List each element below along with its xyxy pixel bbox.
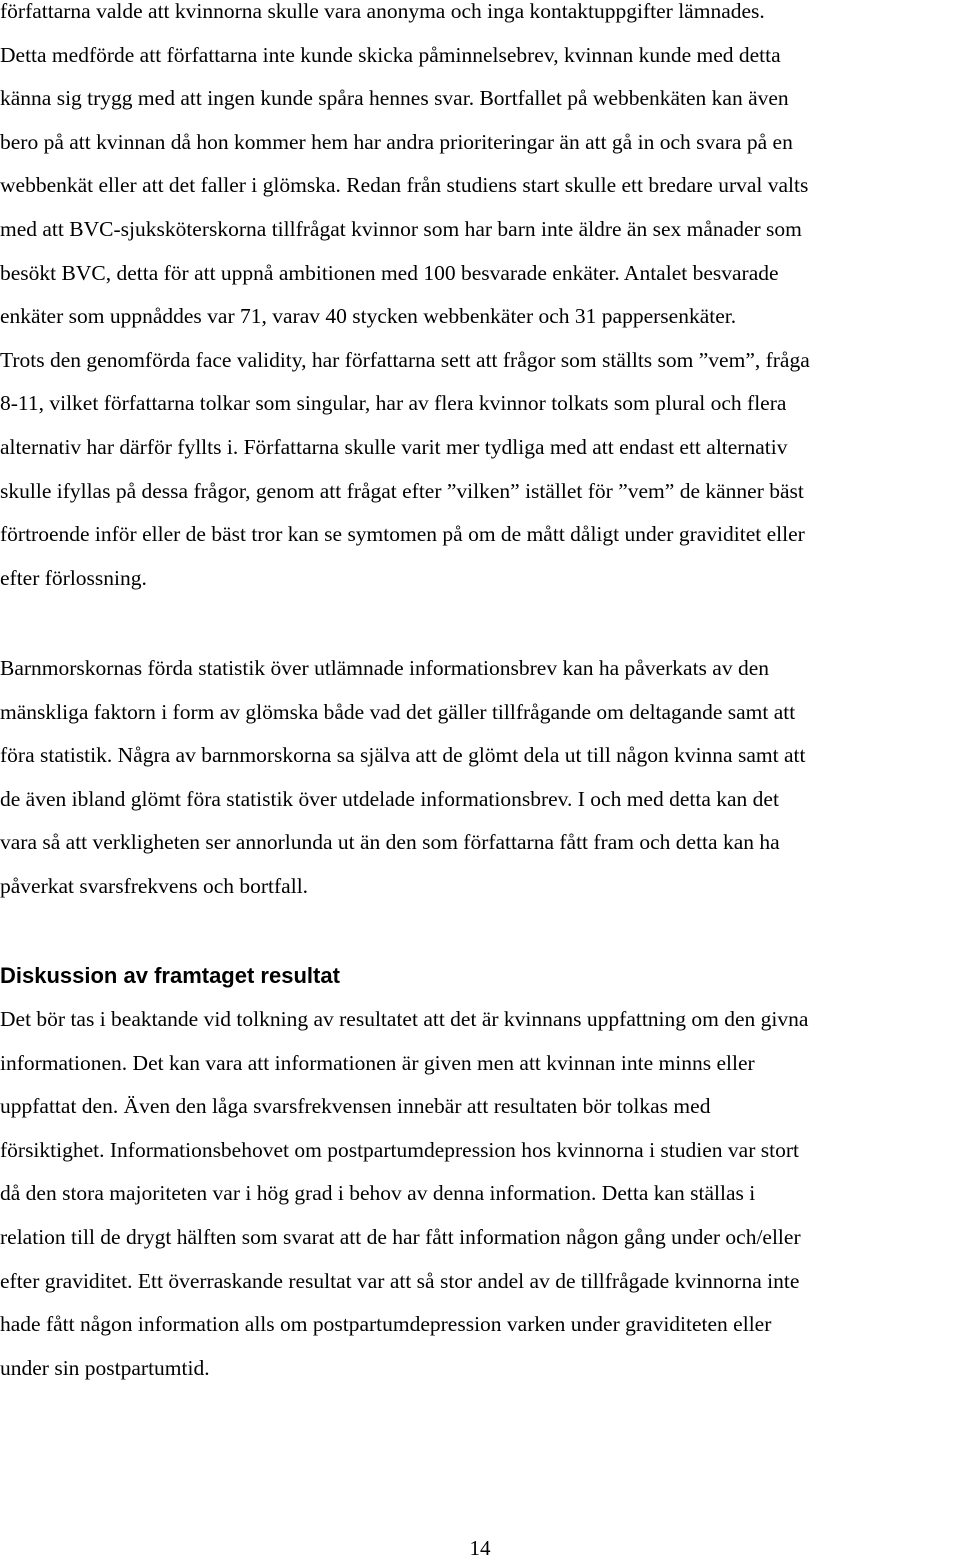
text-line: skulle ifyllas på dessa frågor, genom att frågat efter ”vilken” istället för ”vem” de känner bäst <box>0 478 804 503</box>
text-line: de även ibland glömt föra statistik över utdelade informationsbrev. I och med detta kan det <box>0 786 779 811</box>
text-line: författarna valde att kvinnorna skulle vara anonyma och inga kontaktuppgifter lämnades. <box>0 0 765 23</box>
text-line: informationen. Det kan vara att informationen är given men att kvinnan inte minns eller <box>0 1050 755 1075</box>
text-line: påverkat svarsfrekvens och bortfall. <box>0 873 309 898</box>
text-line: hade fått någon information alls om postpartumdepression varken under graviditeten eller <box>0 1312 772 1337</box>
text-line: efter förlossning. <box>0 565 147 590</box>
text-line: Det bör tas i beaktande vid tolkning av resultatet att det är kvinnans uppfattning om den givna <box>0 1007 809 1031</box>
text-line: enkäter som uppnåddes var 71, varav 40 stycken webbenkäter och 31 pappersenkäter. <box>0 304 737 329</box>
text-line: bero på att kvinnan då hon kommer hem har andra prioriteringar än att gå in och svara på en <box>0 129 793 154</box>
text-line: förtroende inför eller de bäst tror kan se symtomen på om de mått dåligt under graviditet eller <box>0 522 805 547</box>
section-heading: Diskussion av framtaget resultat <box>0 963 340 988</box>
paragraph-bortfall <box>0 0 960 600</box>
text-line: under sin postpartumtid. <box>0 1355 210 1380</box>
text-line: efter graviditet. Ett överraskande resultat var att så stor andel av de tillfrågade kvinnorna inte <box>0 1268 800 1293</box>
text-line: vara så att verkligheten ser annorlunda ut än den som författarna fått fram och detta kan ha <box>0 830 780 855</box>
text-line: relation till de drygt hälften som svarat att de har fått information någon gång under och/eller <box>0 1224 801 1249</box>
text-line: föra statistik. Några av barnmorskorna sa själva att de glömt dela ut till någon kvinna samt att <box>0 743 806 768</box>
text-line: mänskliga faktorn i form av glömska både vad det gäller tillfrågande om deltagande samt att <box>0 699 796 724</box>
text-line: Trots den genomförda face validity, har författarna sett att frågor som ställts som ”vem”, fråga <box>0 347 810 372</box>
text-line: uppfattat den. Även den låga svarsfrekvensen innebär att resultaten bör tolkas med <box>0 1094 711 1119</box>
text-line: Detta medförde att författarna inte kunde skicka påminnelsebrev, kvinnan kunde med detta <box>0 42 781 67</box>
text-line: 8-11, vilket författarna tolkar som singular, har av flera kvinnor tolkats som plural och flera <box>0 391 787 416</box>
paragraph-barnmorskor <box>0 647 960 909</box>
text-line: besökt BVC, detta för att uppnå ambitionen med 100 besvarade enkäter. Antalet besvarade <box>0 260 779 285</box>
text-line: försiktighet. Informationsbehovet om postpartumdepression hos kvinnorna i studien var stort <box>0 1137 799 1162</box>
text-line: då den stora majoriteten var i hög grad i behov av denna information. Detta kan ställas i <box>0 1181 756 1206</box>
text-line: webbenkät eller att det faller i glömska. Redan från studiens start skulle ett bredare urval valts <box>0 173 809 198</box>
text-line: Barnmorskornas förda statistik över utlämnade informationsbrev kan ha påverkats av den <box>0 656 769 680</box>
page-number: 14 <box>469 1536 491 1560</box>
text-line: med att BVC-sjuksköterskorna tillfrågat kvinnor som har barn inte äldre än sex månader som <box>0 216 802 241</box>
text-line: alternativ har därför fyllts i. Författarna skulle varit mer tydliga med att endast ett alternativ <box>0 434 788 459</box>
paragraph-diskussion <box>0 998 960 1390</box>
text-line: känna sig trygg med att ingen kunde spåra hennes svar. Bortfallet på webbenkäten kan även <box>0 86 789 111</box>
